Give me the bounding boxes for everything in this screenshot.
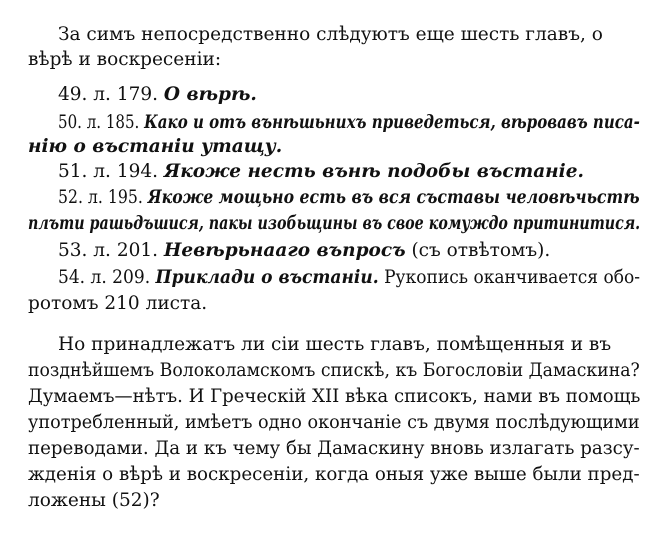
entry-number: 52. л. 195. xyxy=(58,187,143,208)
entry-number: 53. л. 201. xyxy=(58,240,159,261)
paragraph-line: ложены (52)? xyxy=(28,490,160,511)
entry-54 xyxy=(58,265,640,291)
entry-number: 54. л. 209. xyxy=(58,267,151,288)
entry-title-continuation: нію о въстаніи утащу. xyxy=(28,136,283,157)
entry-49 xyxy=(58,82,257,108)
entry-title: Якоже несть вънѣ подобы въстаніе. xyxy=(163,161,584,182)
entry-title: Приклади о въстаніи. xyxy=(155,267,379,288)
entry-note: (съ отвѣтомъ). xyxy=(405,240,551,261)
paragraph-line: употребленный, имѣетъ одно окончаніе съ двумя послѣдующими xyxy=(28,412,640,433)
paragraph-line: жденія о вѣрѣ и воскресеніи, когда оныя уже выше были пред- xyxy=(28,464,640,485)
paragraph-line: позднѣйшемъ Волоколамскомъ спискѣ, къ Богословіи Дамаскина? xyxy=(28,360,640,381)
paragraph-line: Думаемъ—нѣтъ. И Греческій XII вѣка списокъ, нами въ помощь xyxy=(28,386,641,407)
entry-number: 50. л. 185. xyxy=(58,112,140,133)
paragraph-line: Но принадлежатъ ли сіи шесть главъ, помѣщенныя и въ xyxy=(58,334,612,355)
entry-50 xyxy=(58,110,640,136)
entry-54-cont: ротомъ 210 листа. xyxy=(28,293,208,314)
entry-52-cont xyxy=(28,211,640,237)
entry-title: Якоже мощьно есть въ вся съставы человѣчьстѣ xyxy=(147,187,640,208)
intro-line-1: За симъ непосредственно слѣдуютъ еще шесть главъ, о xyxy=(58,24,603,45)
paragraph-line: переводами. Да и къ чему бы Дамаскину вновь излагать разсу- xyxy=(28,438,640,459)
entry-title: Како и отъ вънѣшьнихъ приведеться, вѣровавъ писа- xyxy=(144,112,640,133)
entry-note: Рукопись оканчивается обо- xyxy=(378,267,640,288)
entry-number: 49. л. 179. xyxy=(58,84,159,105)
entry-title: О вѣрѣ. xyxy=(163,84,257,105)
entry-title: Невѣрьнаaго въпросъ xyxy=(163,240,406,261)
entry-50-cont xyxy=(28,134,282,160)
entry-52 xyxy=(58,185,640,211)
entry-number: 51. л. 194. xyxy=(58,161,159,182)
entry-title-continuation: плъти рашьдъшися, пакы изобьщины въ свое комуждо притинитися. xyxy=(28,213,641,234)
entry-51 xyxy=(58,159,584,185)
entry-53 xyxy=(58,238,550,264)
intro-line-2: вѣрѣ и воскресеніи: xyxy=(28,49,222,70)
